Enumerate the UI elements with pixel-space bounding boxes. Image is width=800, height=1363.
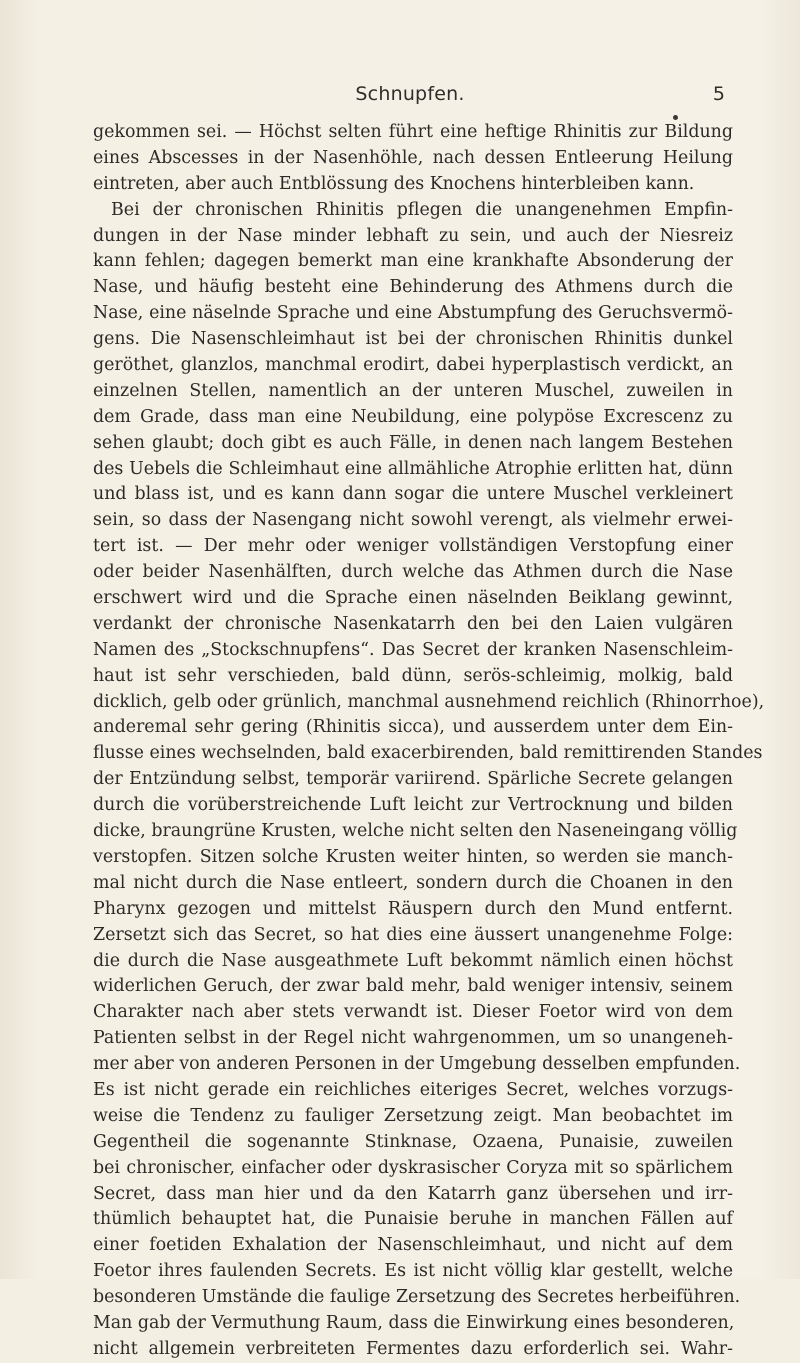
text-line: Pharynx gezogen und mittelst Räuspern durch den Mund entfernt. [93, 898, 733, 919]
text-line: nicht allgemein verbreiteten Fermentes dazu erforderlich sei. Wahr- [93, 1338, 733, 1359]
text-line: kann fehlen; dagegen bemerkt man eine krankhafte Absonderung der [93, 251, 733, 272]
text-line: Zersetzt sich das Secret, so hat dies eine äussert unangenehme Folge: [93, 924, 733, 945]
text-line: verstopfen. Sitzen solche Krusten weiter hinten, so werden sie manch- [93, 846, 733, 867]
text-line: verdankt der chronische Nasenkatarrh den bei den Laien vulgären [93, 613, 733, 634]
text-line: Foetor ihres faulenden Secrets. Es ist nicht völlig klar gestellt, welche [93, 1261, 733, 1282]
text-line: bei chronischer, einfacher oder dyskrasischer Coryza mit so spärlichem [93, 1157, 733, 1178]
text-line: mal nicht durch die Nase entleert, sondern durch die Choanen in den [93, 872, 733, 893]
text-line: flusse eines wechselnden, bald exacerbirenden, bald remittirenden Standes [93, 743, 763, 764]
text-line: besonderen Umstände die faulige Zersetzung des Secretes herbeiführen. [93, 1287, 741, 1308]
text-line: weise die Tendenz zu fauliger Zersetzung zeigt. Man beobachtet im [93, 1105, 733, 1126]
text-line: einzelnen Stellen, namentlich an der unteren Muschel, zuweilen in [93, 380, 733, 401]
text-line: Namen des „Stockschnupfens“. Das Secret der kranken Nasenschleim- [93, 639, 733, 660]
text-line: geröthet, glanzlos, manchmal erodirt, dabei hyperplastisch verdickt, an [93, 355, 733, 376]
text-line: der Entzündung selbst, temporär variirend. Spärliche Secrete gelangen [93, 769, 733, 790]
text-line: Nase, eine näselnde Sprache und eine Abstumpfung des Geruchsvermö- [93, 303, 733, 324]
text-line: Gegentheil die sogenannte Stinknase, Ozaena, Punaisie, zuweilen [93, 1131, 733, 1152]
text-line: thümlich behauptet hat, die Punaisie beruhe in manchen Fällen auf [93, 1209, 733, 1230]
text-line: Bei der chronischen Rhinitis pflegen die unangenehmen Empfin- [111, 199, 733, 220]
page-header [95, 83, 725, 111]
text-line: eines Abscesses in der Nasenhöhle, nach dessen Entleerung Heilung [93, 147, 733, 168]
page-number: 5 [712, 83, 725, 105]
text-line: dicklich, gelb oder grünlich, manchmal ausnehmend reichlich (Rhinorrhoe), [93, 691, 765, 712]
text-line: gekommen sei. — Höchst selten führt eine heftige Rhinitis zur Bildung [93, 122, 733, 142]
text-line: einer foetiden Exhalation der Nasenschleimhaut, und nicht auf dem [93, 1235, 733, 1256]
text-line: erschwert wird und die Sprache einen näselnden Beiklang gewinnt, [93, 588, 733, 609]
text-line: durch die vorüberstreichende Luft leicht zur Vertrocknung und bilden [93, 795, 733, 816]
text-line: Es ist nicht gerade ein reichliches eiteriges Secret, welches vorzugs- [93, 1079, 733, 1100]
text-line: Secret, dass man hier und da den Katarrh ganz übersehen und irr- [93, 1183, 733, 1204]
text-line: tert ist. — Der mehr oder weniger vollständigen Verstopfung einer [93, 536, 733, 557]
text-line: dungen in der Nase minder lebhaft zu sein, und auch der Niesreiz [93, 225, 733, 246]
text-line: dem Grade, dass man eine Neubildung, eine polypöse Excrescenz zu [93, 406, 733, 427]
text-line: gens. Die Nasenschleimhaut ist bei der chronischen Rhinitis dunkel [93, 329, 733, 350]
text-line: Charakter nach aber stets verwandt ist. Dieser Foetor wird von dem [93, 1002, 733, 1023]
text-line: sehen glaubt; doch gibt es auch Fälle, in denen nach langem Bestehen [93, 432, 733, 453]
text-line: haut ist sehr verschieden, bald dünn, serös-schleimig, molkig, bald [93, 665, 733, 686]
text-line: des Uebels die Schleimhaut eine allmähliche Atrophie erlitten hat, dünn [93, 458, 733, 479]
running-title: Schnupfen. [355, 83, 465, 105]
text-line: anderemal sehr gering (Rhinitis sicca), und ausserdem unter dem Ein- [93, 717, 733, 738]
text-line: oder beider Nasenhälften, durch welche das Athmen durch die Nase [93, 562, 733, 583]
text-line: widerlichen Geruch, der zwar bald mehr, bald weniger intensiv, seinem [93, 976, 733, 997]
text-line: mer aber von anderen Personen in der Umgebung desselben empfunden. [93, 1054, 741, 1075]
text-line: Nase, und häufig besteht eine Behinderung des Athmens durch die [93, 277, 733, 298]
text-line: Man gab der Vermuthung Raum, dass die Einwirkung eines besonderen, [93, 1312, 735, 1333]
body-text [93, 120, 765, 1363]
text-line: sein, so dass der Nasengang nicht sowohl verengt, als vielmehr erwei- [93, 510, 733, 531]
text-line: Patienten selbst in der Regel nicht wahrgenommen, um so unangeneh- [93, 1028, 733, 1049]
text-line: und blass ist, und es kann dann sogar die untere Muschel verkleinert [93, 484, 733, 505]
text-line: eintreten, aber auch Entblössung des Knochens hinterbleiben kann. [93, 173, 695, 194]
text-line: dicke, braungrüne Krusten, welche nicht selten den Naseneingang völlig [93, 821, 738, 842]
text-line: die durch die Nase ausgeathmete Luft bekommt nämlich einen höchst [93, 950, 733, 971]
